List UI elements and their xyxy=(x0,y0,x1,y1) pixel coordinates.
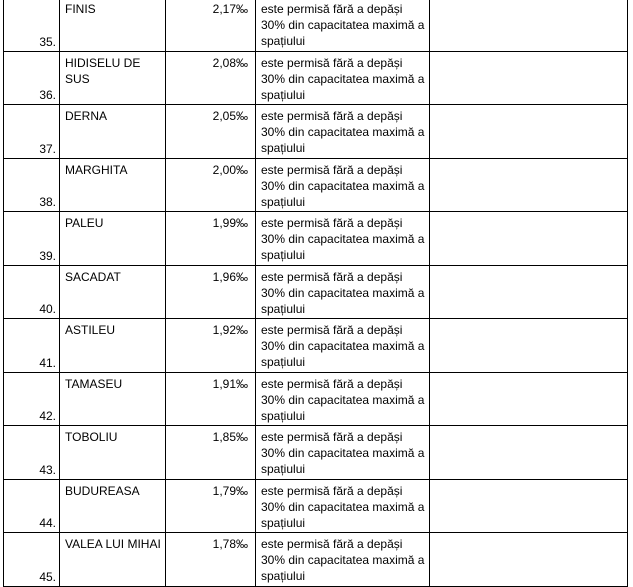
table-body xyxy=(4,0,628,586)
localities-table xyxy=(3,0,628,587)
table-row xyxy=(4,372,628,426)
row-number xyxy=(4,212,60,266)
rate-value: 1,85‰ xyxy=(166,426,256,480)
condition-text: este permisă fără a depăși 30% din capacitatea maximă a spațiului xyxy=(256,426,430,480)
locality-name: FINIS xyxy=(60,0,166,51)
rate-value: 1,92‰ xyxy=(166,319,256,373)
rate-value: 2,00‰ xyxy=(166,158,256,212)
condition-text: este permisă fără a depăși 30% din capacitatea maximă a spațiului xyxy=(256,319,430,373)
row-number xyxy=(4,426,60,480)
empty-cell xyxy=(430,0,628,51)
row-number xyxy=(4,372,60,426)
empty-cell xyxy=(430,426,628,480)
rate-value: 1,91‰ xyxy=(166,372,256,426)
locality-name: BUDUREASA xyxy=(60,479,166,533)
row-number xyxy=(4,51,60,105)
row-number xyxy=(4,533,60,587)
locality-name: SACADAT xyxy=(60,265,166,319)
locality-name: PALEU xyxy=(60,212,166,266)
row-number-text: 40. xyxy=(39,302,56,316)
row-number xyxy=(4,479,60,533)
rate-value: 1,78‰ xyxy=(166,533,256,587)
rate-value: 2,05‰ xyxy=(166,105,256,159)
row-number-text: 42. xyxy=(39,409,56,423)
condition-text: este permisă fără a depăși 30% din capacitatea maximă a spațiului xyxy=(256,105,430,159)
rate-value: 1,99‰ xyxy=(166,212,256,266)
rate-value: 2,08‰ xyxy=(166,51,256,105)
condition-text: este permisă fără a depăși 30% din capacitatea maximă a spațiului xyxy=(256,479,430,533)
row-number-text: 38. xyxy=(39,195,56,209)
locality-name: VALEA LUI MIHAI xyxy=(60,533,166,587)
rate-value: 1,79‰ xyxy=(166,479,256,533)
rate-value: 1,96‰ xyxy=(166,265,256,319)
condition-text: este permisă fără a depăși 30% din capacitatea maximă a spațiului xyxy=(256,212,430,266)
table-row xyxy=(4,51,628,105)
row-number-text: 41. xyxy=(39,355,56,370)
empty-cell xyxy=(430,372,628,426)
table-row xyxy=(4,479,628,533)
locality-name: MARGHITA xyxy=(60,158,166,212)
condition-text: este permisă fără a depăși 30% din capacitatea maximă a spațiului xyxy=(256,158,430,212)
row-number xyxy=(4,319,60,373)
table-row xyxy=(4,533,628,587)
condition-text: este permisă fără a depăși 30% din capacitatea maximă a spațiului xyxy=(256,533,430,587)
condition-text: este permisă fără a depăși 30% din capacitatea maximă a spațiului xyxy=(256,51,430,105)
row-number-text: 44. xyxy=(39,516,56,530)
table-row xyxy=(4,319,628,373)
table-row xyxy=(4,265,628,319)
row-number-text: 39. xyxy=(39,248,56,263)
empty-cell xyxy=(430,158,628,212)
row-number xyxy=(4,105,60,159)
table-row xyxy=(4,0,628,51)
empty-cell xyxy=(430,51,628,105)
empty-cell xyxy=(430,319,628,373)
row-number xyxy=(4,0,60,51)
row-number-text: 37. xyxy=(39,141,56,156)
rate-value: 2,17‰ xyxy=(166,0,256,51)
row-number-text: 35. xyxy=(39,34,56,49)
condition-text: este permisă fără a depăși 30% din capacitatea maximă a spațiului xyxy=(256,265,430,319)
table-row xyxy=(4,212,628,266)
row-number-text: 36. xyxy=(39,88,56,102)
empty-cell xyxy=(430,265,628,319)
table-row xyxy=(4,158,628,212)
row-number xyxy=(4,158,60,212)
row-number xyxy=(4,265,60,319)
empty-cell xyxy=(430,105,628,159)
locality-name: TAMASEU xyxy=(60,372,166,426)
empty-cell xyxy=(430,212,628,266)
row-number-text: 45. xyxy=(39,569,56,584)
locality-name: DERNA xyxy=(60,105,166,159)
table-row xyxy=(4,426,628,480)
row-number-text: 43. xyxy=(39,462,56,477)
condition-text: este permisă fără a depăși 30% din capacitatea maximă a spațiului xyxy=(256,0,430,51)
empty-cell xyxy=(430,479,628,533)
locality-name: HIDISELU DE SUS xyxy=(60,51,166,105)
locality-name: TOBOLIU xyxy=(60,426,166,480)
locality-name: ASTILEU xyxy=(60,319,166,373)
table-row xyxy=(4,105,628,159)
condition-text: este permisă fără a depăși 30% din capacitatea maximă a spațiului xyxy=(256,372,430,426)
empty-cell xyxy=(430,533,628,587)
